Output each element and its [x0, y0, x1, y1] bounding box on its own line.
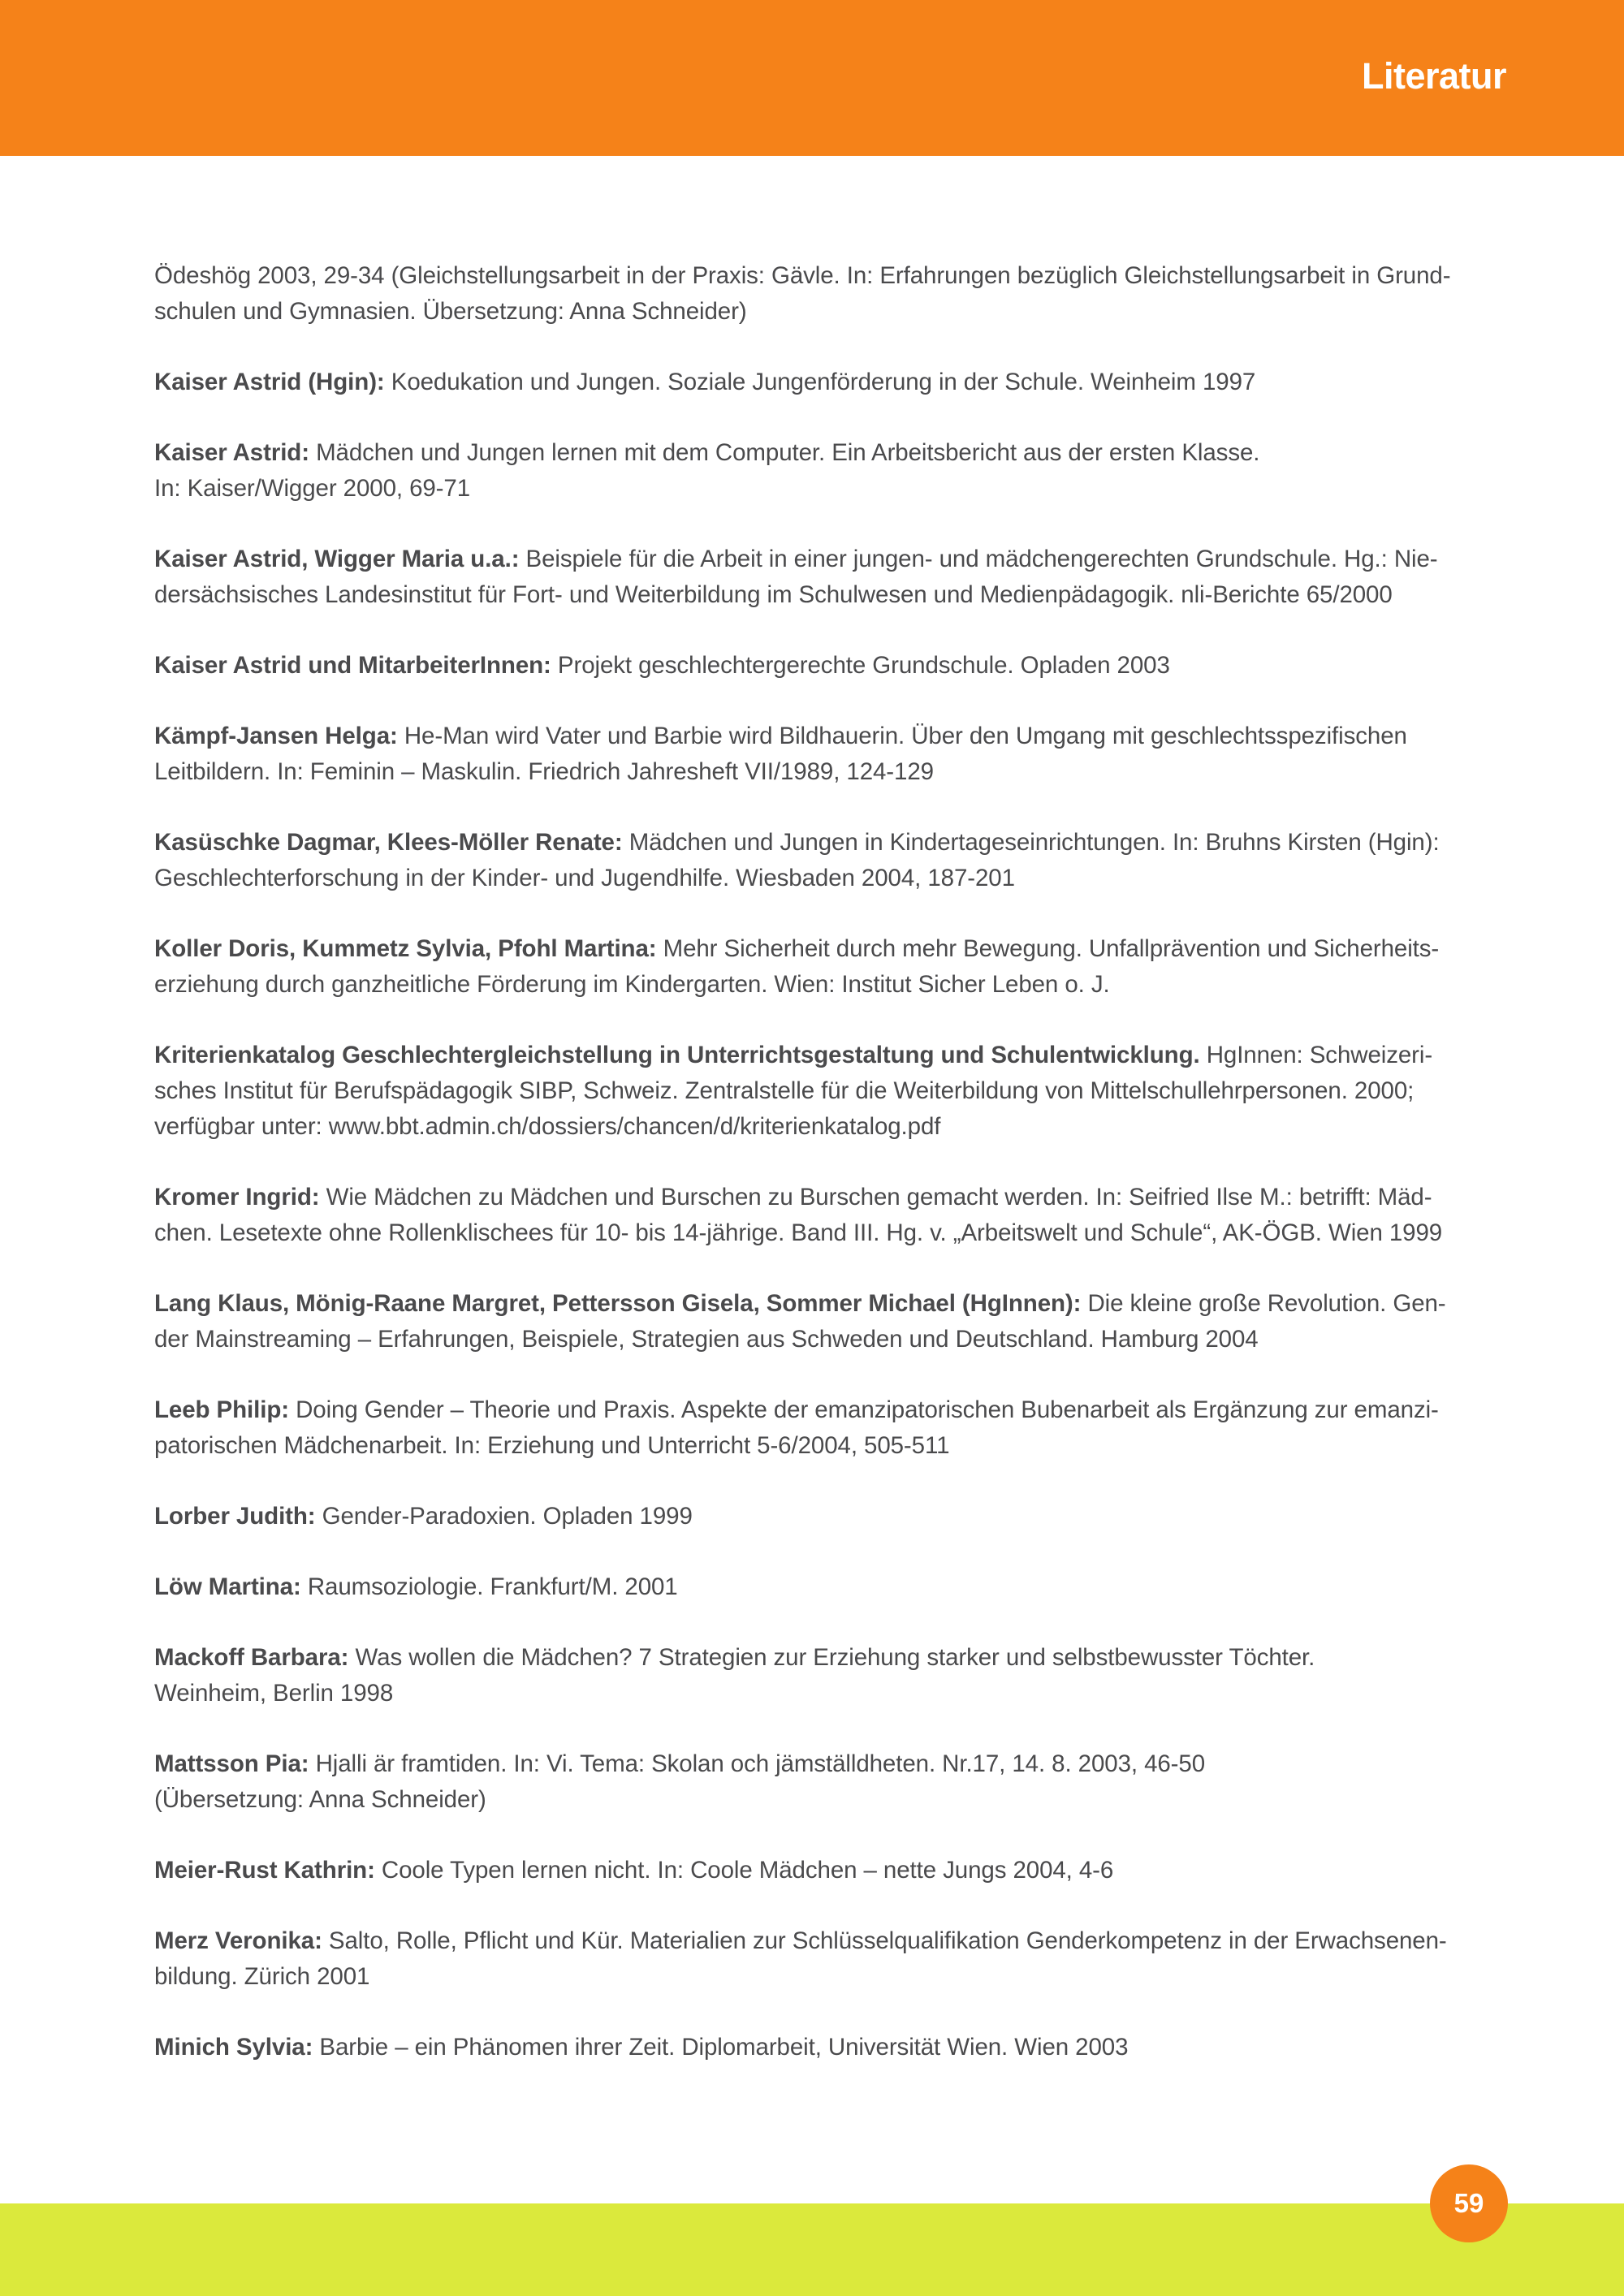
entry-author: Kaiser Astrid, Wigger Maria u.a.: — [154, 546, 520, 572]
bibliography-entry — [154, 825, 1510, 896]
bibliography-entry — [154, 1569, 1510, 1605]
entry-author: Leeb Philip: — [154, 1396, 289, 1423]
entry-text-line: He-Man wird Vater und Barbie wird Bildhauerin. Über den Umgang mit geschlechtsspezifischen — [397, 723, 1407, 749]
bibliography-entry — [154, 1286, 1510, 1357]
entry-text-line: Hjalli är framtiden. In: Vi. Tema: Skolan och jämställdheten. Nr.17, 14. 8. 2003, 46-50 — [309, 1750, 1206, 1777]
entry-text-line: Gender-Paradoxien. Opladen 1999 — [315, 1503, 693, 1530]
entry-author: Mattsson Pia: — [154, 1750, 309, 1777]
entry-text-line: In: Kaiser/Wigger 2000, 69-71 — [154, 475, 471, 502]
entry-text-line: Mehr Sicherheit durch mehr Bewegung. Unfallprävention und Sicherheits- — [656, 935, 1440, 962]
entry-text-line: Salto, Rolle, Pflicht und Kür. Materialien zur Schlüsselqualifikation Genderkompetenz in der Erwachsenen- — [322, 1927, 1447, 1954]
entry-text-line: patorischen Mädchenarbeit. In: Erziehung und Unterricht 5-6/2004, 505-511 — [154, 1432, 950, 1459]
entry-author: Kaiser Astrid (Hgin): — [154, 369, 385, 395]
bibliography-entry — [154, 1640, 1510, 1711]
entry-text-line: Beispiele für die Arbeit in einer jungen- und mädchengerechten Grundschule. Hg.: Nie- — [519, 546, 1438, 572]
entry-text-line: Die kleine große Revolution. Gen- — [1081, 1290, 1446, 1317]
entry-author: Meier-Rust Kathrin: — [154, 1857, 375, 1884]
entry-text-line: Weinheim, Berlin 1998 — [154, 1680, 394, 1707]
bibliography-entry — [154, 648, 1510, 684]
page-number-badge: 59 — [1430, 2164, 1508, 2242]
entry-author: Kriterienkatalog Geschlechtergleichstellung in Unterrichtsgestaltung und Schulentwicklung. — [154, 1042, 1200, 1068]
entry-text-line: (Übersetzung: Anna Schneider) — [154, 1786, 486, 1813]
entry-author: Löw Martina: — [154, 1573, 301, 1600]
entry-text-line: Doing Gender – Theorie und Praxis. Aspekte der emanzipatorischen Bubenarbeit als Ergänzung zur emanzi- — [288, 1396, 1439, 1423]
bibliography-entry — [154, 1746, 1510, 1818]
entry-author: Kromer Ingrid: — [154, 1184, 320, 1211]
bibliography-entry — [154, 1499, 1510, 1534]
entry-text-line: Koedukation und Jungen. Soziale Jungenförderung in der Schule. Weinheim 1997 — [384, 369, 1256, 395]
entry-text-line: Projekt geschlechtergerechte Grundschule. Opladen 2003 — [551, 652, 1170, 679]
entry-text-line: Leitbildern. In: Feminin – Maskulin. Friedrich Jahresheft VII/1989, 124-129 — [154, 758, 934, 785]
entry-text-line: Geschlechterforschung in der Kinder- und Jugendhilfe. Wiesbaden 2004, 187-201 — [154, 865, 1015, 891]
entry-text-line: der Mainstreaming – Erfahrungen, Beispiele, Strategien aus Schweden und Deutschland. Hamburg 2004 — [154, 1326, 1259, 1353]
entry-author: Merz Veronika: — [154, 1927, 322, 1954]
bibliography-entry — [154, 1923, 1510, 1995]
entry-author: Lorber Judith: — [154, 1503, 316, 1530]
bibliography-entry — [154, 365, 1510, 400]
bibliography-entry — [154, 1038, 1510, 1145]
page-footer-band — [0, 2203, 1624, 2296]
entry-text-line: schulen und Gymnasien. Übersetzung: Anna Schneider) — [154, 298, 747, 325]
entry-author: Kaiser Astrid und MitarbeiterInnen: — [154, 652, 551, 679]
bibliography-entry — [154, 1392, 1510, 1464]
bibliography-entry — [154, 1180, 1510, 1251]
page-header — [0, 0, 1624, 156]
entry-author: Kasüschke Dagmar, Klees-Möller Renate: — [154, 829, 623, 856]
bibliography-entry — [154, 435, 1510, 507]
entry-text-line: Mädchen und Jungen in Kindertageseinrichtungen. In: Bruhns Kirsten (Hgin): — [622, 829, 1440, 856]
entry-author: Kämpf-Jansen Helga: — [154, 723, 398, 749]
entry-author: Kaiser Astrid: — [154, 439, 309, 466]
entry-text-line: verfügbar unter: www.bbt.admin.ch/dossiers/chancen/d/kriterienkatalog.pdf — [154, 1113, 941, 1140]
entry-text-line: dersächsisches Landesinstitut für Fort- und Weiterbildung im Schulwesen und Medienpädagogik. nli-Berichte 65/2000 — [154, 581, 1393, 608]
entry-author: Minich Sylvia: — [154, 2034, 313, 2061]
entry-text-line: sches Institut für Berufspädagogik SIBP, Schweiz. Zentralstelle für die Weiterbildung von Mittelschullehrpersonen. 2000; — [154, 1077, 1415, 1104]
entry-text-line: bildung. Zürich 2001 — [154, 1963, 370, 1990]
entry-text-line: Wie Mädchen zu Mädchen und Burschen zu Burschen gemacht werden. In: Seifried Ilse M.: betrifft: Mäd- — [319, 1184, 1432, 1211]
bibliography-entry — [154, 931, 1510, 1003]
entry-author: Mackoff Barbara: — [154, 1644, 349, 1671]
bibliography-entry — [154, 542, 1510, 613]
entry-text-line: Barbie – ein Phänomen ihrer Zeit. Diplomarbeit, Universität Wien. Wien 2003 — [313, 2034, 1129, 2061]
bibliography-entry — [154, 2030, 1510, 2065]
entry-text-line: Mädchen und Jungen lernen mit dem Computer. Ein Arbeitsbericht aus der ersten Klasse. — [309, 439, 1260, 466]
bibliography-list — [154, 258, 1510, 2100]
bibliography-entry — [154, 1853, 1510, 1888]
entry-text-line: HgInnen: Schweizeri- — [1199, 1042, 1433, 1068]
entry-text-line: Was wollen die Mädchen? 7 Strategien zur Erziehung starker und selbstbewusster Töchter. — [348, 1644, 1315, 1671]
section-title: Literatur — [1361, 55, 1506, 97]
entry-text-line: erziehung durch ganzheitliche Förderung im Kindergarten. Wien: Institut Sicher Leben o. J. — [154, 971, 1110, 998]
entry-text-line: Ödeshög 2003, 29-34 (Gleichstellungsarbeit in der Praxis: Gävle. In: Erfahrungen bezüglich Gleichstellungsarbeit in Grund- — [154, 262, 1451, 289]
bibliography-entry — [154, 719, 1510, 790]
entry-text-line: Raumsoziologie. Frankfurt/M. 2001 — [300, 1573, 678, 1600]
bibliography-entry — [154, 258, 1510, 330]
entry-text-line: chen. Lesetexte ohne Rollenklischees für 10- bis 14-jährige. Band III. Hg. v. „Arbeitswelt und Schule“, AK-ÖGB. Wien 1999 — [154, 1219, 1443, 1246]
entry-text-line: Coole Typen lernen nicht. In: Coole Mädchen – nette Jungs 2004, 4-6 — [374, 1857, 1114, 1884]
entry-author: Koller Doris, Kummetz Sylvia, Pfohl Martina: — [154, 935, 657, 962]
entry-author: Lang Klaus, Mönig-Raane Margret, Pettersson Gisela, Sommer Michael (HgInnen): — [154, 1290, 1082, 1317]
